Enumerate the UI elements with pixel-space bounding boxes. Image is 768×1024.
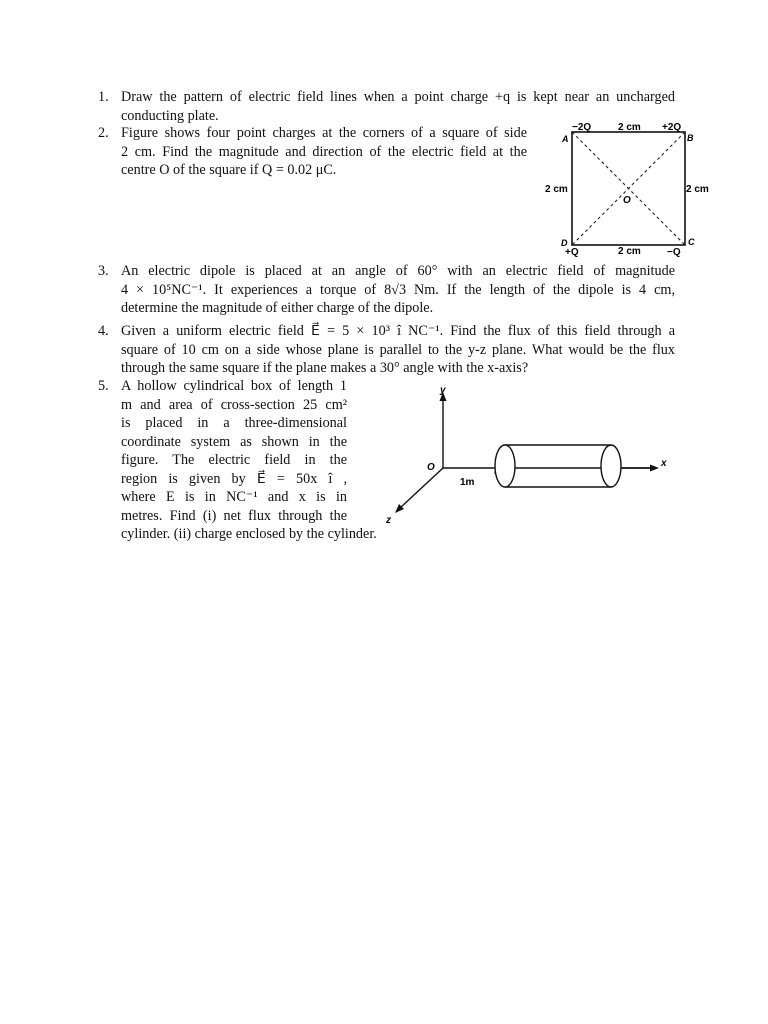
question-text-line: figure. The electric field in the	[121, 452, 347, 468]
square-charges-figure	[540, 118, 720, 260]
z-axis-line	[400, 468, 443, 508]
charge-top-right: +2Q	[662, 122, 682, 133]
side-label-right: 2 cm	[686, 184, 709, 195]
question-text-line: cylinder. (ii) charge enclosed by the cylinder.	[121, 526, 377, 542]
question-text-line: is placed in a three-dimensional	[121, 415, 347, 431]
question-number: 3.	[98, 263, 109, 279]
question-text-line: Given a uniform electric field E⃗ = 5 × 10³ î NC⁻¹. Find the flux of this field through a	[121, 323, 675, 339]
question-text-line: 4 × 10⁵NC⁻¹. It experiences a torque of 8√3 Nm. If the length of the dipole is 4 cm,	[121, 281, 675, 298]
question-text-line: 2 cm. Find the magnitude and direction of the electric field at the	[121, 143, 527, 160]
question-text-line: determine the magnitude of either charge of the dipole.	[121, 300, 434, 316]
x-axis-label: x	[661, 458, 667, 469]
center-label-o: O	[623, 195, 631, 206]
origin-label: O	[427, 462, 435, 473]
question-5	[98, 377, 377, 544]
charge-bottom-left: +Q	[565, 247, 579, 258]
question-text-line: where E is in NC⁻¹ and x is in	[121, 489, 347, 505]
question-text-line: A hollow cylindrical box of length 1	[121, 378, 347, 394]
side-label-left: 2 cm	[545, 184, 568, 195]
z-axis-label: z	[386, 515, 391, 526]
question-text-line: centre O of the square if Q = 0.02 μC.	[121, 162, 337, 178]
cylinder-figure	[385, 380, 685, 530]
question-text-line: coordinate system as shown in the	[121, 433, 347, 450]
corner-label-b: B	[687, 133, 694, 143]
question-2	[98, 124, 527, 180]
question-text-line: Draw the pattern of electric field lines when a point charge +q is kept near an uncharged	[121, 89, 675, 105]
question-4	[98, 322, 675, 378]
question-text-line: m and area of cross-section 25 cm²	[121, 396, 347, 413]
question-3	[98, 262, 675, 318]
question-text-line: conducting plate.	[121, 107, 219, 124]
question-text-line: through the same square if the plane makes a 30° angle with the x-axis?	[121, 360, 529, 376]
side-label-top: 2 cm	[618, 122, 641, 133]
question-text-line: Figure shows four point charges at the corners of a square of side	[121, 125, 527, 141]
cylinder-left-face	[495, 445, 515, 487]
charge-top-left: −2Q	[572, 122, 592, 133]
corner-label-a: A	[562, 134, 569, 144]
question-number: 2.	[98, 125, 109, 141]
y-axis-label: y	[440, 385, 446, 396]
question-number: 5.	[98, 378, 109, 394]
question-text-line: region is given by E⃗ = 50x î ,	[121, 470, 347, 487]
distance-label: 1m	[460, 477, 475, 488]
charge-bottom-right: −Q	[667, 247, 681, 258]
side-label-bottom: 2 cm	[618, 246, 641, 257]
question-text-line: square of 10 cm on a side whose plane is parallel to the y-z plane. What would be the flux	[121, 341, 675, 358]
corner-label-d: D	[561, 238, 568, 248]
diagonal-bd	[572, 132, 685, 245]
question-text-line: metres. Find (i) net flux through the	[121, 507, 347, 524]
question-text-line: An electric dipole is placed at an angle of 60° with an electric field of magnitude	[121, 263, 675, 279]
corner-label-c: C	[688, 237, 695, 247]
cylinder-right-face	[601, 445, 621, 487]
question-number: 1.	[98, 89, 109, 105]
question-number: 4.	[98, 323, 109, 339]
